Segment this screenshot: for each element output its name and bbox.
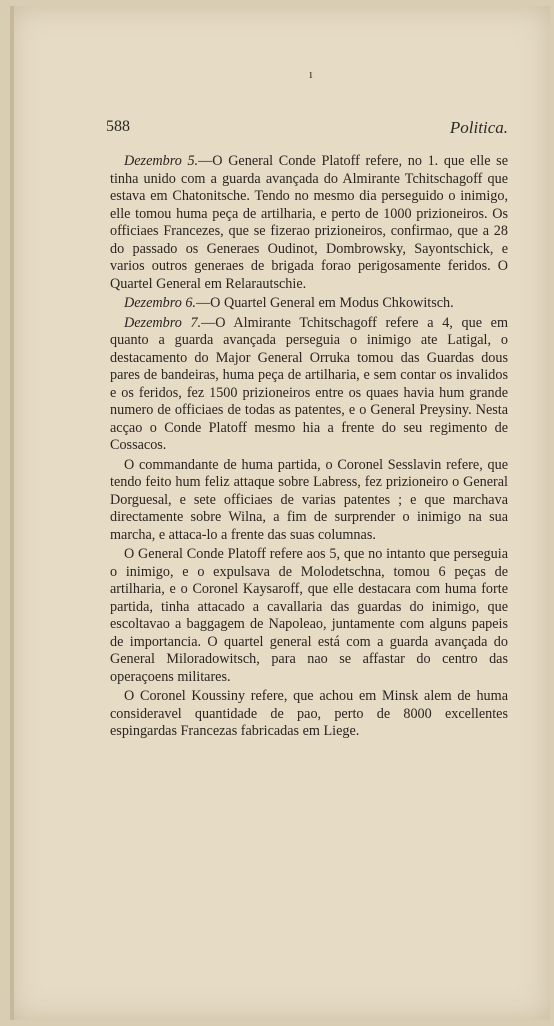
page-number: 588 (106, 118, 130, 135)
paragraph-text: —O Almirante Tchitschagoff refere a 4, que em quanto a guarda avançada perseguia o inimigo ate Latigal, o destacamento do Major General Orruka tomou das Guardas dous pares de bandeiras, huma peça de artilharia, e sem contar os invalidos e os feridos, fez 1500 prizioneiros entre os quaes havia hum grande numero de officiaes de todas as patentes, e o General Preysiny. Nesta acçao o Conde Platoff mesmo hia a frente do seu regimento de Cossacos. (110, 314, 508, 453)
bleed-through-text (120, 751, 500, 768)
paragraph-text: O General Conde Platoff refere aos 5, que no intanto que perseguia o inimigo, e o expulsava de Molodetschna, tomou 6 peças de artilharia, e o Coronel Kaysaroff, que elle destacara com huma forte partida, tinha attacado a cavallaria das guardas do inimigo, que escoltavao a baggagem de Napoleao, juntamente com alguns papeis de importancia. O quartel general está com a guarda avançada do General Miloradowitsch, para nao se affastar do centro das operaçoens militares. (110, 546, 508, 685)
paragraph-text: O Coronel Koussiny refere, que achou em Minsk alem de huma consideravel quantidade de pao, perto de 8000 excellentes espingardas Francezas fabricadas em Liege. (110, 688, 508, 739)
text-column (110, 153, 508, 743)
header-title: Politica. (449, 118, 508, 137)
paragraph (110, 546, 508, 686)
page-spine-edge (10, 6, 14, 1020)
paragraph (110, 295, 508, 313)
paragraph (110, 153, 508, 293)
paragraph (110, 688, 508, 741)
book-page (10, 6, 550, 1020)
printer-mark: ı (309, 66, 313, 81)
paragraph-text: —O Quartel General em Modus Chkowitsch. (195, 295, 454, 311)
paragraph (110, 457, 508, 545)
paragraph (110, 315, 508, 455)
paragraph-text: O commandante de huma partida, o Coronel Sesslavin refere, que tendo feito hum feliz attaque sobre Labress, fez prizioneiro o General Dorguesal, e sete officiaes de varias patentes ; e que marchava directamente sobre Wilna, a fim de surprender o inimigo na sua marcha, e attaca-lo a frente das suas columnas. (110, 456, 508, 543)
paragraph-text: —O General Conde Platoff refere, no 1. que elle se tinha unido com a guarda avançada do Almirante Tchitschagoff que estava em Chatonitsche. Tendo no mesmo dia perseguido o inimigo, elle tomou huma peça de artilharia, e perto de 1000 prizioneiros. Os officiaes Francezes, que se fizerao prizioneiros, confirmao, que a 28 do passado os Generaes Oudinot, Dombrowsky, Sayontschick, e varios outros generaes de brigada forao perigosamente feridos. O Quartel General em Relarautschie. (110, 153, 508, 292)
paragraph-date: Dezembro 5. (124, 153, 199, 169)
running-head (98, 116, 508, 140)
paragraph-date: Dezembro 6. (124, 295, 196, 311)
paragraph-date: Dezembro 7. (124, 314, 202, 331)
